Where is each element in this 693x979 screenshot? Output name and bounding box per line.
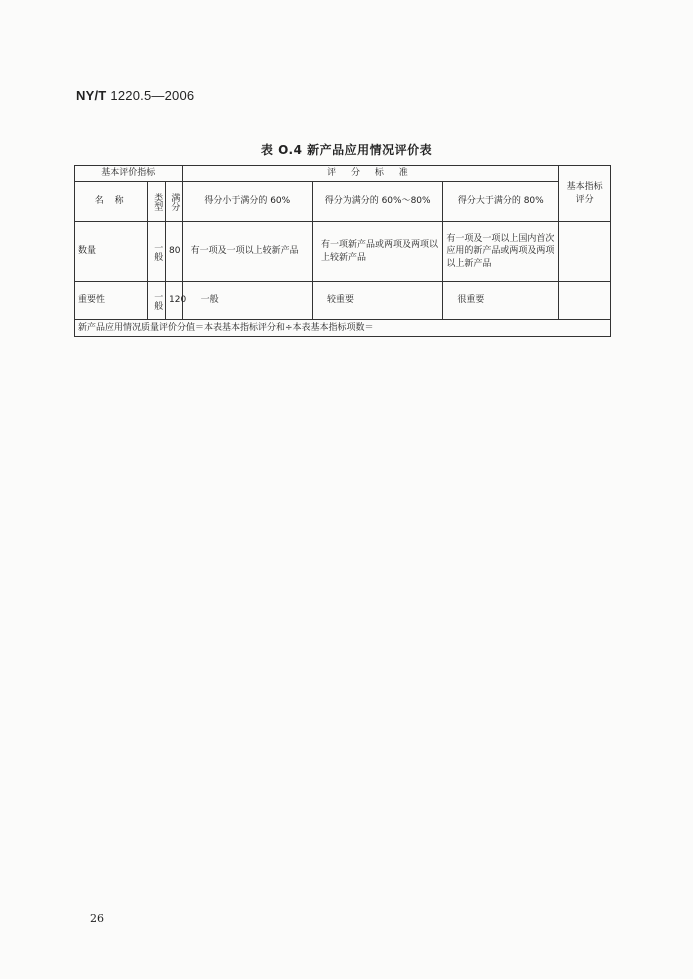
- header-full-score-cell: [166, 182, 183, 222]
- header-full-score: 满分: [169, 192, 180, 211]
- row-type: 一般: [152, 242, 163, 261]
- header-type: 类型: [152, 192, 163, 211]
- row-full: 120: [166, 282, 183, 320]
- header-row-2: [75, 182, 611, 222]
- document-code-number: 1220.5—2006: [110, 88, 195, 103]
- header-mid: 得分为满分的 60%～80%: [312, 182, 442, 222]
- header-row-1: [75, 166, 611, 182]
- row-low: 有一项及一项以上较新产品: [182, 222, 312, 282]
- row-type-cell: [148, 222, 166, 282]
- header-low: 得分小于满分的 60%: [182, 182, 312, 222]
- footer-row: [75, 320, 611, 337]
- table-title: 表 O.4 新产品应用情况评价表: [260, 143, 433, 157]
- row-high: 很重要: [443, 282, 559, 320]
- footer-formula: 新产品应用情况质量评价分值＝本表基本指标评分和÷本表基本指标项数＝: [75, 320, 611, 337]
- row-mid: 较重要: [312, 282, 442, 320]
- document-code: [76, 88, 194, 103]
- row-name: 数量: [75, 222, 148, 282]
- header-criteria: 评 分 标 准: [182, 166, 559, 182]
- header-name: 名 称: [75, 182, 148, 222]
- evaluation-table: [74, 165, 611, 337]
- row-score: [559, 222, 611, 282]
- row-name: 重要性: [75, 282, 148, 320]
- header-index-score: 基本指标评分: [559, 166, 611, 222]
- row-type: 一般: [152, 291, 163, 310]
- row-high: 有一项及一项以上国内首次应用的新产品或两项及两项以上新产品: [443, 222, 559, 282]
- row-score: [559, 282, 611, 320]
- header-high: 得分大于满分的 80%: [443, 182, 559, 222]
- document-code-prefix: NY/T: [76, 88, 107, 103]
- row-low: 一般: [182, 282, 312, 320]
- header-type-cell: [148, 182, 166, 222]
- row-full: 80: [166, 222, 183, 282]
- row-type-cell: [148, 282, 166, 320]
- row-mid: 有一项新产品或两项及两项以上较新产品: [312, 222, 442, 282]
- table-row: [75, 282, 611, 320]
- table-row: [75, 222, 611, 282]
- header-basic-index: 基本评价指标: [75, 166, 183, 182]
- page-number: 26: [90, 912, 104, 925]
